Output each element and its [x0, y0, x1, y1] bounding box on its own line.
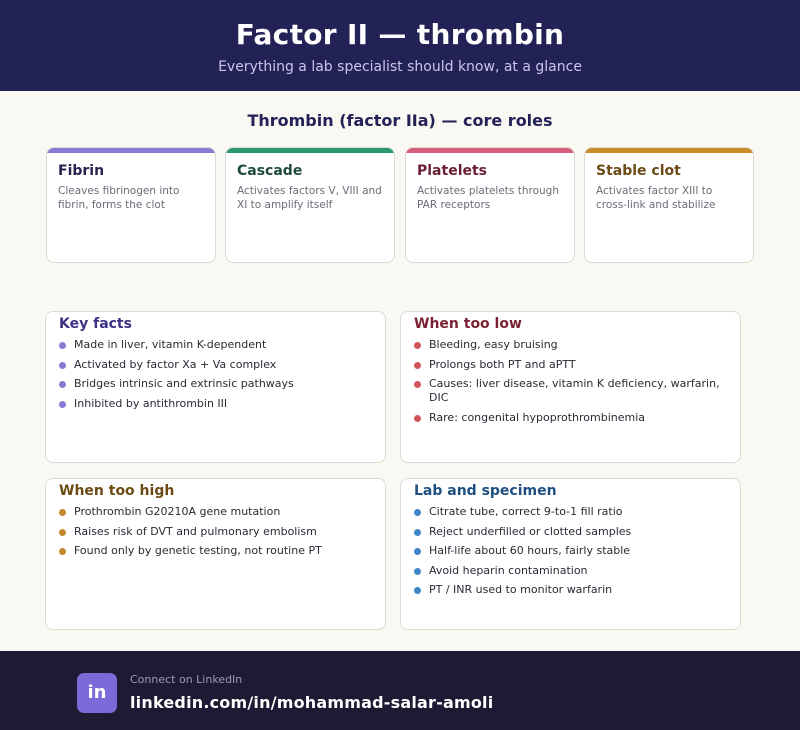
role-card-cascade	[225, 147, 395, 263]
list-item: Reject underfilled or clotted samples	[414, 525, 730, 539]
bullet-dot-icon	[414, 509, 421, 516]
page-subtitle: Everything a lab specialist should know, at a glance	[218, 59, 582, 75]
role-card-accent-bar	[226, 148, 394, 153]
bullet-dot-icon	[414, 529, 421, 536]
panel-list	[414, 505, 730, 603]
footer-bar	[0, 651, 800, 730]
role-card-title: Fibrin	[58, 163, 105, 179]
list-item: Found only by genetic testing, not routine PT	[59, 544, 375, 558]
list-item: Citrate tube, correct 9-to-1 fill ratio	[414, 505, 730, 519]
panel-title: Lab and specimen	[414, 483, 557, 499]
role-card-description: Activates platelets through PAR receptors	[417, 185, 559, 211]
role-card-description: Activates factor XIII to cross-link and stabilize	[596, 185, 716, 211]
panel-title: When too low	[414, 316, 522, 332]
list-item: Avoid heparin contamination	[414, 564, 730, 578]
list-item: Inhibited by antithrombin III	[59, 397, 375, 411]
panel-list	[59, 338, 375, 416]
page-title: Factor II — thrombin	[235, 18, 565, 51]
bullet-dot-icon	[414, 568, 421, 575]
list-item: Half-life about 60 hours, fairly stable	[414, 544, 730, 558]
role-card-stable-clot	[584, 147, 754, 263]
role-card-description: Cleaves fibrinogen into fibrin, forms the clot	[58, 185, 180, 211]
panel-lab-and-specimen	[400, 478, 741, 630]
role-card-platelets	[405, 147, 575, 263]
role-card-accent-bar	[47, 148, 215, 153]
bullet-dot-icon	[59, 529, 66, 536]
linkedin-icon[interactable]: in	[77, 673, 117, 713]
bullet-dot-icon	[414, 362, 421, 369]
panel-list	[59, 505, 375, 564]
list-item: Bridges intrinsic and extrinsic pathways	[59, 377, 375, 391]
panel-key-facts	[45, 311, 386, 463]
panel-title: When too high	[59, 483, 175, 499]
list-item: PT / INR used to monitor warfarin	[414, 583, 730, 597]
bullet-dot-icon	[414, 342, 421, 349]
bullet-dot-icon	[59, 401, 66, 408]
list-item: Rare: congenital hypoprothrombinemia	[414, 411, 730, 425]
list-item: Activated by factor Xa + Va complex	[59, 358, 375, 372]
bullet-dot-icon	[59, 342, 66, 349]
list-item: Raises risk of DVT and pulmonary embolism	[59, 525, 375, 539]
panel-when-too-low	[400, 311, 741, 463]
panel-list	[414, 338, 730, 430]
bullet-dot-icon	[59, 548, 66, 555]
list-item: Prothrombin G20210A gene mutation	[59, 505, 375, 519]
bullet-dot-icon	[414, 587, 421, 594]
bullet-dot-icon	[414, 548, 421, 555]
panel-title: Key facts	[59, 316, 132, 332]
role-card-accent-bar	[585, 148, 753, 153]
bullet-dot-icon	[414, 381, 421, 388]
role-card-title: Cascade	[237, 163, 303, 179]
header-banner	[0, 0, 800, 91]
roles-section-title: Thrombin (factor IIa) — core roles	[247, 111, 553, 130]
linkedin-profile-link[interactable]: linkedin.com/in/mohammad-salar-amoli	[130, 693, 494, 712]
role-card-title: Stable clot	[596, 163, 681, 179]
role-card-accent-bar	[406, 148, 574, 153]
list-item: Bleeding, easy bruising	[414, 338, 730, 352]
list-item: Made in liver, vitamin K-dependent	[59, 338, 375, 352]
role-card-fibrin	[46, 147, 216, 263]
bullet-dot-icon	[59, 362, 66, 369]
bullet-dot-icon	[59, 509, 66, 516]
list-item: Causes: liver disease, vitamin K deficiency, warfarin, DIC	[414, 377, 730, 405]
panel-when-too-high	[45, 478, 386, 630]
role-card-title: Platelets	[417, 163, 488, 179]
role-card-description: Activates factors V, VIII and XI to amplify itself	[237, 185, 382, 211]
list-item: Prolongs both PT and aPTT	[414, 358, 730, 372]
connect-label: Connect on LinkedIn	[130, 673, 243, 686]
bullet-dot-icon	[414, 415, 421, 422]
bullet-dot-icon	[59, 381, 66, 388]
